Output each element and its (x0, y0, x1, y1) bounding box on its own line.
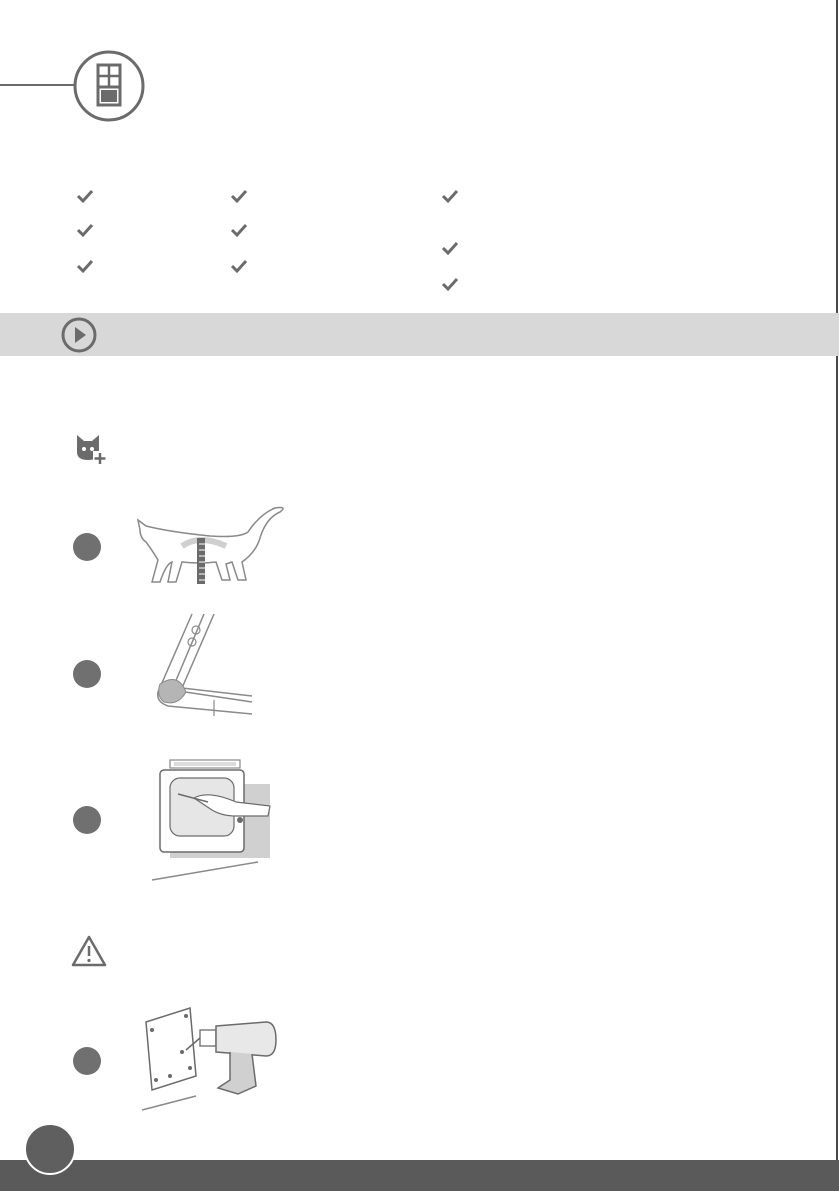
play-circle-icon (60, 316, 98, 354)
warning-triangle-icon (70, 934, 108, 968)
checkmark-icon (230, 222, 248, 238)
header-rule (0, 84, 76, 86)
section-band (0, 313, 839, 356)
step-1-marker (73, 533, 101, 561)
step-2-marker (73, 660, 101, 688)
door-corner-illustration (148, 612, 258, 718)
window-icon (72, 49, 146, 123)
marking-template-illustration (150, 756, 278, 882)
step-4-marker (73, 1047, 101, 1075)
checkmark-icon (76, 258, 94, 274)
cat-measure-illustration (130, 502, 290, 590)
checkmark-icon (230, 188, 248, 204)
checkmark-icon (441, 276, 459, 292)
page-edge-rule (836, 0, 838, 1191)
checkmark-icon (76, 188, 94, 204)
step-3-marker (73, 806, 101, 834)
checkmark-icon (230, 258, 248, 274)
footer-bar (0, 1160, 839, 1191)
page-number-badge (24, 1123, 76, 1175)
checkmark-icon (441, 240, 459, 256)
checkmark-icon (441, 188, 459, 204)
cat-add-icon (74, 432, 110, 466)
checkmark-icon (76, 222, 94, 238)
drill-template-illustration (138, 1004, 280, 1114)
